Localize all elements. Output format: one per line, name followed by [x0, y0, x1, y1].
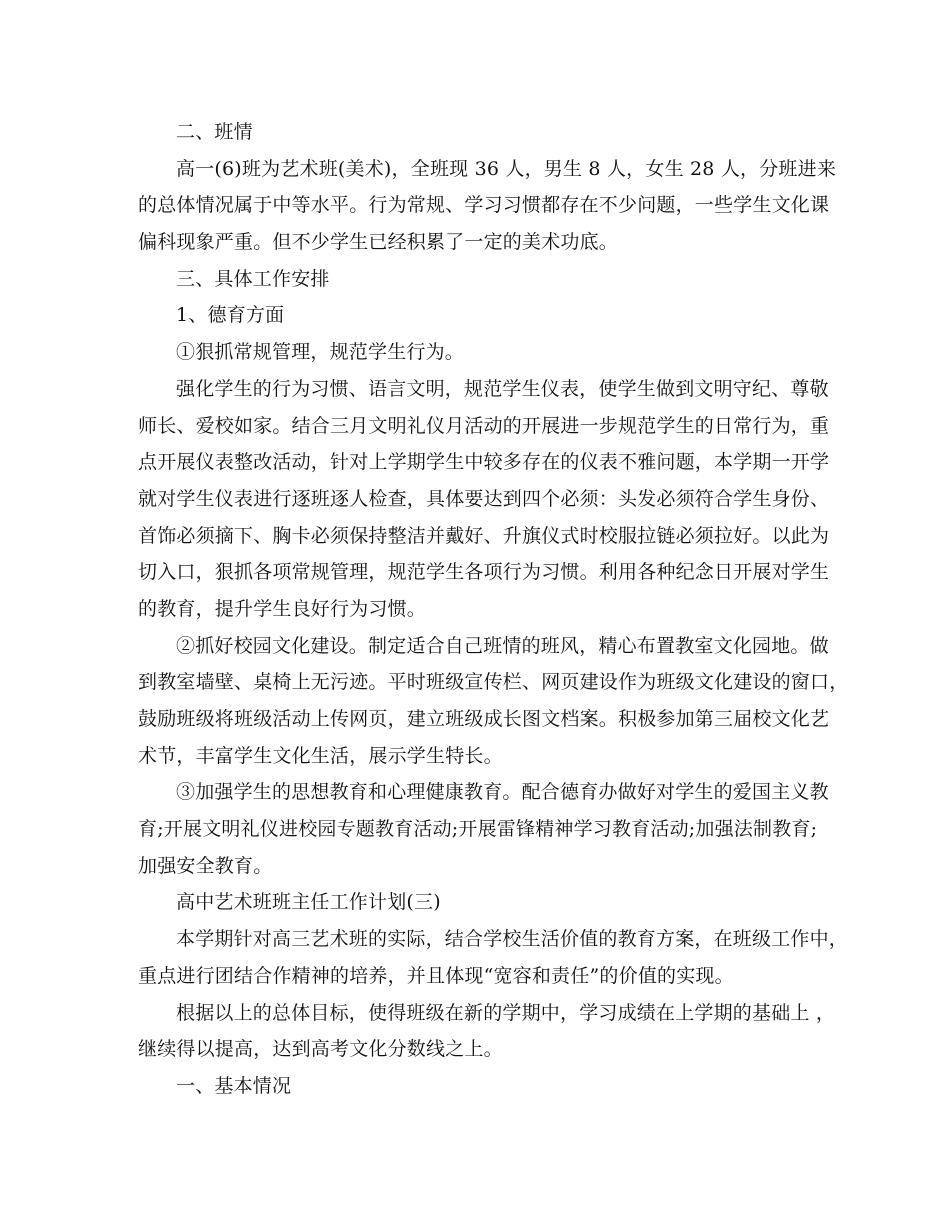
paragraph-line: 重点进行团结合作精神的培养，并且体现“宽容和责任”的价值的实现。 [138, 964, 734, 987]
paragraph-line: ②抓好校园文化建设。制定适合自己班情的班风，精心布置教室文化园地。做 [176, 634, 829, 657]
paragraph-line: 的总体情况属于中等水平。行为常规、学习习惯都存在不少问题，一些学生文化课 [138, 194, 830, 217]
paragraph-line: 的教育，提升学生良好行为习惯。 [138, 597, 427, 620]
paragraph-line: 鼓励班级将班级活动上传网页，建立班级成长图文档案。积极参加第三届校文化艺 [138, 708, 830, 730]
paragraph-line: 首饰必须摘下、胸卡必须保持整洁并戴好、升旗仪式时校服拉链必须拉好。以此为 [138, 524, 830, 547]
paragraph-line: 师长、爱校如家。结合三月文明礼仪月活动的开展进一步规范学生的日常行为，重 [138, 414, 830, 437]
paragraph-line: 到教室墙壁、桌椅上无污迹。平时班级宣传栏、网页建设作为班级文化建设的窗口， [138, 671, 849, 694]
section-heading-class-situation: 二、班情 [176, 121, 253, 143]
paragraph-line: 高一(6)班为艺术班(美术)，全班现 36 人，男生 8 人，女生 28 人，分班进来 [176, 157, 837, 180]
item-heading-routine-management: ①狠抓常规管理，规范学生行为。 [176, 341, 465, 364]
paragraph-line: 切入口，狠抓各项常规管理，规范学生各项行为习惯。利用各种纪念日开展对学生 [138, 561, 830, 584]
paragraph-line: 继续得以提高，达到高考文化分数线之上。 [138, 1038, 503, 1061]
paragraph-line: 就对学生仪表进行逐班逐人检查，具体要达到四个必须：头发必须符合学生身份、 [138, 487, 830, 510]
paragraph-line: 点开展仪表整改活动，针对上学期学生中较多存在的仪表不雅问题，本学期一开学 [138, 451, 830, 474]
document-title-plan-three: 高中艺术班班主任工作计划(三) [176, 891, 441, 914]
section-heading-basic-situation: 一、基本情况 [176, 1074, 292, 1097]
paragraph-line: ③加强学生的思想教育和心理健康教育。配合德育办做好对学生的爱国主义教 [176, 781, 829, 804]
paragraph-line: 术节，丰富学生文化生活，展示学生特长。 [138, 744, 503, 767]
paragraph-line: 偏科现象严重。但不少学生已经积累了一定的美术功底。 [138, 231, 619, 254]
subsection-heading-moral-education: 1、德育方面 [176, 304, 285, 327]
section-heading-work-arrangement: 三、具体工作安排 [176, 267, 330, 290]
document-body [138, 114, 849, 1105]
paragraph-line: 强化学生的行为习惯、语言文明，规范学生仪表，使学生做到文明守纪、尊敬 [176, 377, 829, 400]
paragraph-line: 本学期针对高三艺术班的实际，结合学校生活价值的教育方案，在班级工作中， [176, 928, 849, 951]
paragraph-line: 根据以上的总体目标，使得班级在新的学期中，学习成绩在上学期的基础上 ， [176, 1001, 836, 1024]
paragraph-line: 育;开展文明礼仪进校园专题教育活动;开展雷锋精神学习教育活动;加强法制教育; [138, 818, 818, 841]
paragraph-line: 加强安全教育。 [138, 854, 273, 877]
